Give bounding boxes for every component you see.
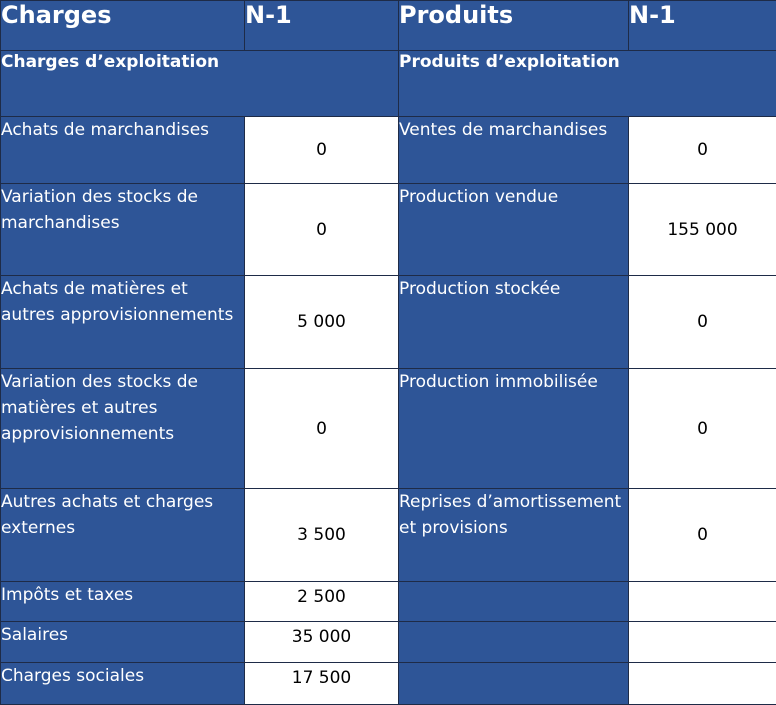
charge-label: Autres achats et charges externes <box>1 489 245 582</box>
charge-label: Variation des stocks de matières et autres approvisionnements <box>1 369 245 489</box>
produit-label: Production immobilisée <box>399 369 629 489</box>
charge-value: 17 500 <box>245 663 399 705</box>
table-row <box>1 184 776 276</box>
produit-value <box>629 582 776 622</box>
charge-label: Achats de marchandises <box>1 117 245 184</box>
charge-value: 5 000 <box>245 276 399 369</box>
header-row <box>1 1 776 51</box>
produit-label <box>399 622 629 663</box>
charge-value: 2 500 <box>245 582 399 622</box>
table-row <box>1 489 776 582</box>
charge-label: Variation des stocks de marchandises <box>1 184 245 276</box>
produits-period-header: N-1 <box>629 1 776 51</box>
produit-label: Production vendue <box>399 184 629 276</box>
produit-value <box>629 622 776 663</box>
table-row <box>1 663 776 705</box>
produit-label: Production stockée <box>399 276 629 369</box>
produits-header: Produits <box>399 1 629 51</box>
produit-value: 0 <box>629 369 776 489</box>
produit-value: 155 000 <box>629 184 776 276</box>
table-row <box>1 117 776 184</box>
charge-label: Impôts et taxes <box>1 582 245 622</box>
table-row <box>1 582 776 622</box>
produits-section-title: Produits d’exploitation <box>399 51 776 117</box>
charge-value: 0 <box>245 184 399 276</box>
produit-label <box>399 582 629 622</box>
table-row <box>1 622 776 663</box>
section-row <box>1 51 776 117</box>
table-row <box>1 276 776 369</box>
charge-label: Achats de matières et autres approvisionnements <box>1 276 245 369</box>
charge-label: Charges sociales <box>1 663 245 705</box>
charge-value: 0 <box>245 117 399 184</box>
charge-label: Salaires <box>1 622 245 663</box>
charges-section-title: Charges d’exploitation <box>1 51 399 117</box>
produit-label: Reprises d’amortissement et provisions <box>399 489 629 582</box>
charge-value: 35 000 <box>245 622 399 663</box>
produit-label: Ventes de marchandises <box>399 117 629 184</box>
charges-period-header: N-1 <box>245 1 399 51</box>
produit-value <box>629 663 776 705</box>
charges-header: Charges <box>1 1 245 51</box>
produit-label <box>399 663 629 705</box>
produit-value: 0 <box>629 276 776 369</box>
charge-value: 0 <box>245 369 399 489</box>
table-row <box>1 369 776 489</box>
produit-value: 0 <box>629 117 776 184</box>
charge-value: 3 500 <box>245 489 399 582</box>
produit-value: 0 <box>629 489 776 582</box>
